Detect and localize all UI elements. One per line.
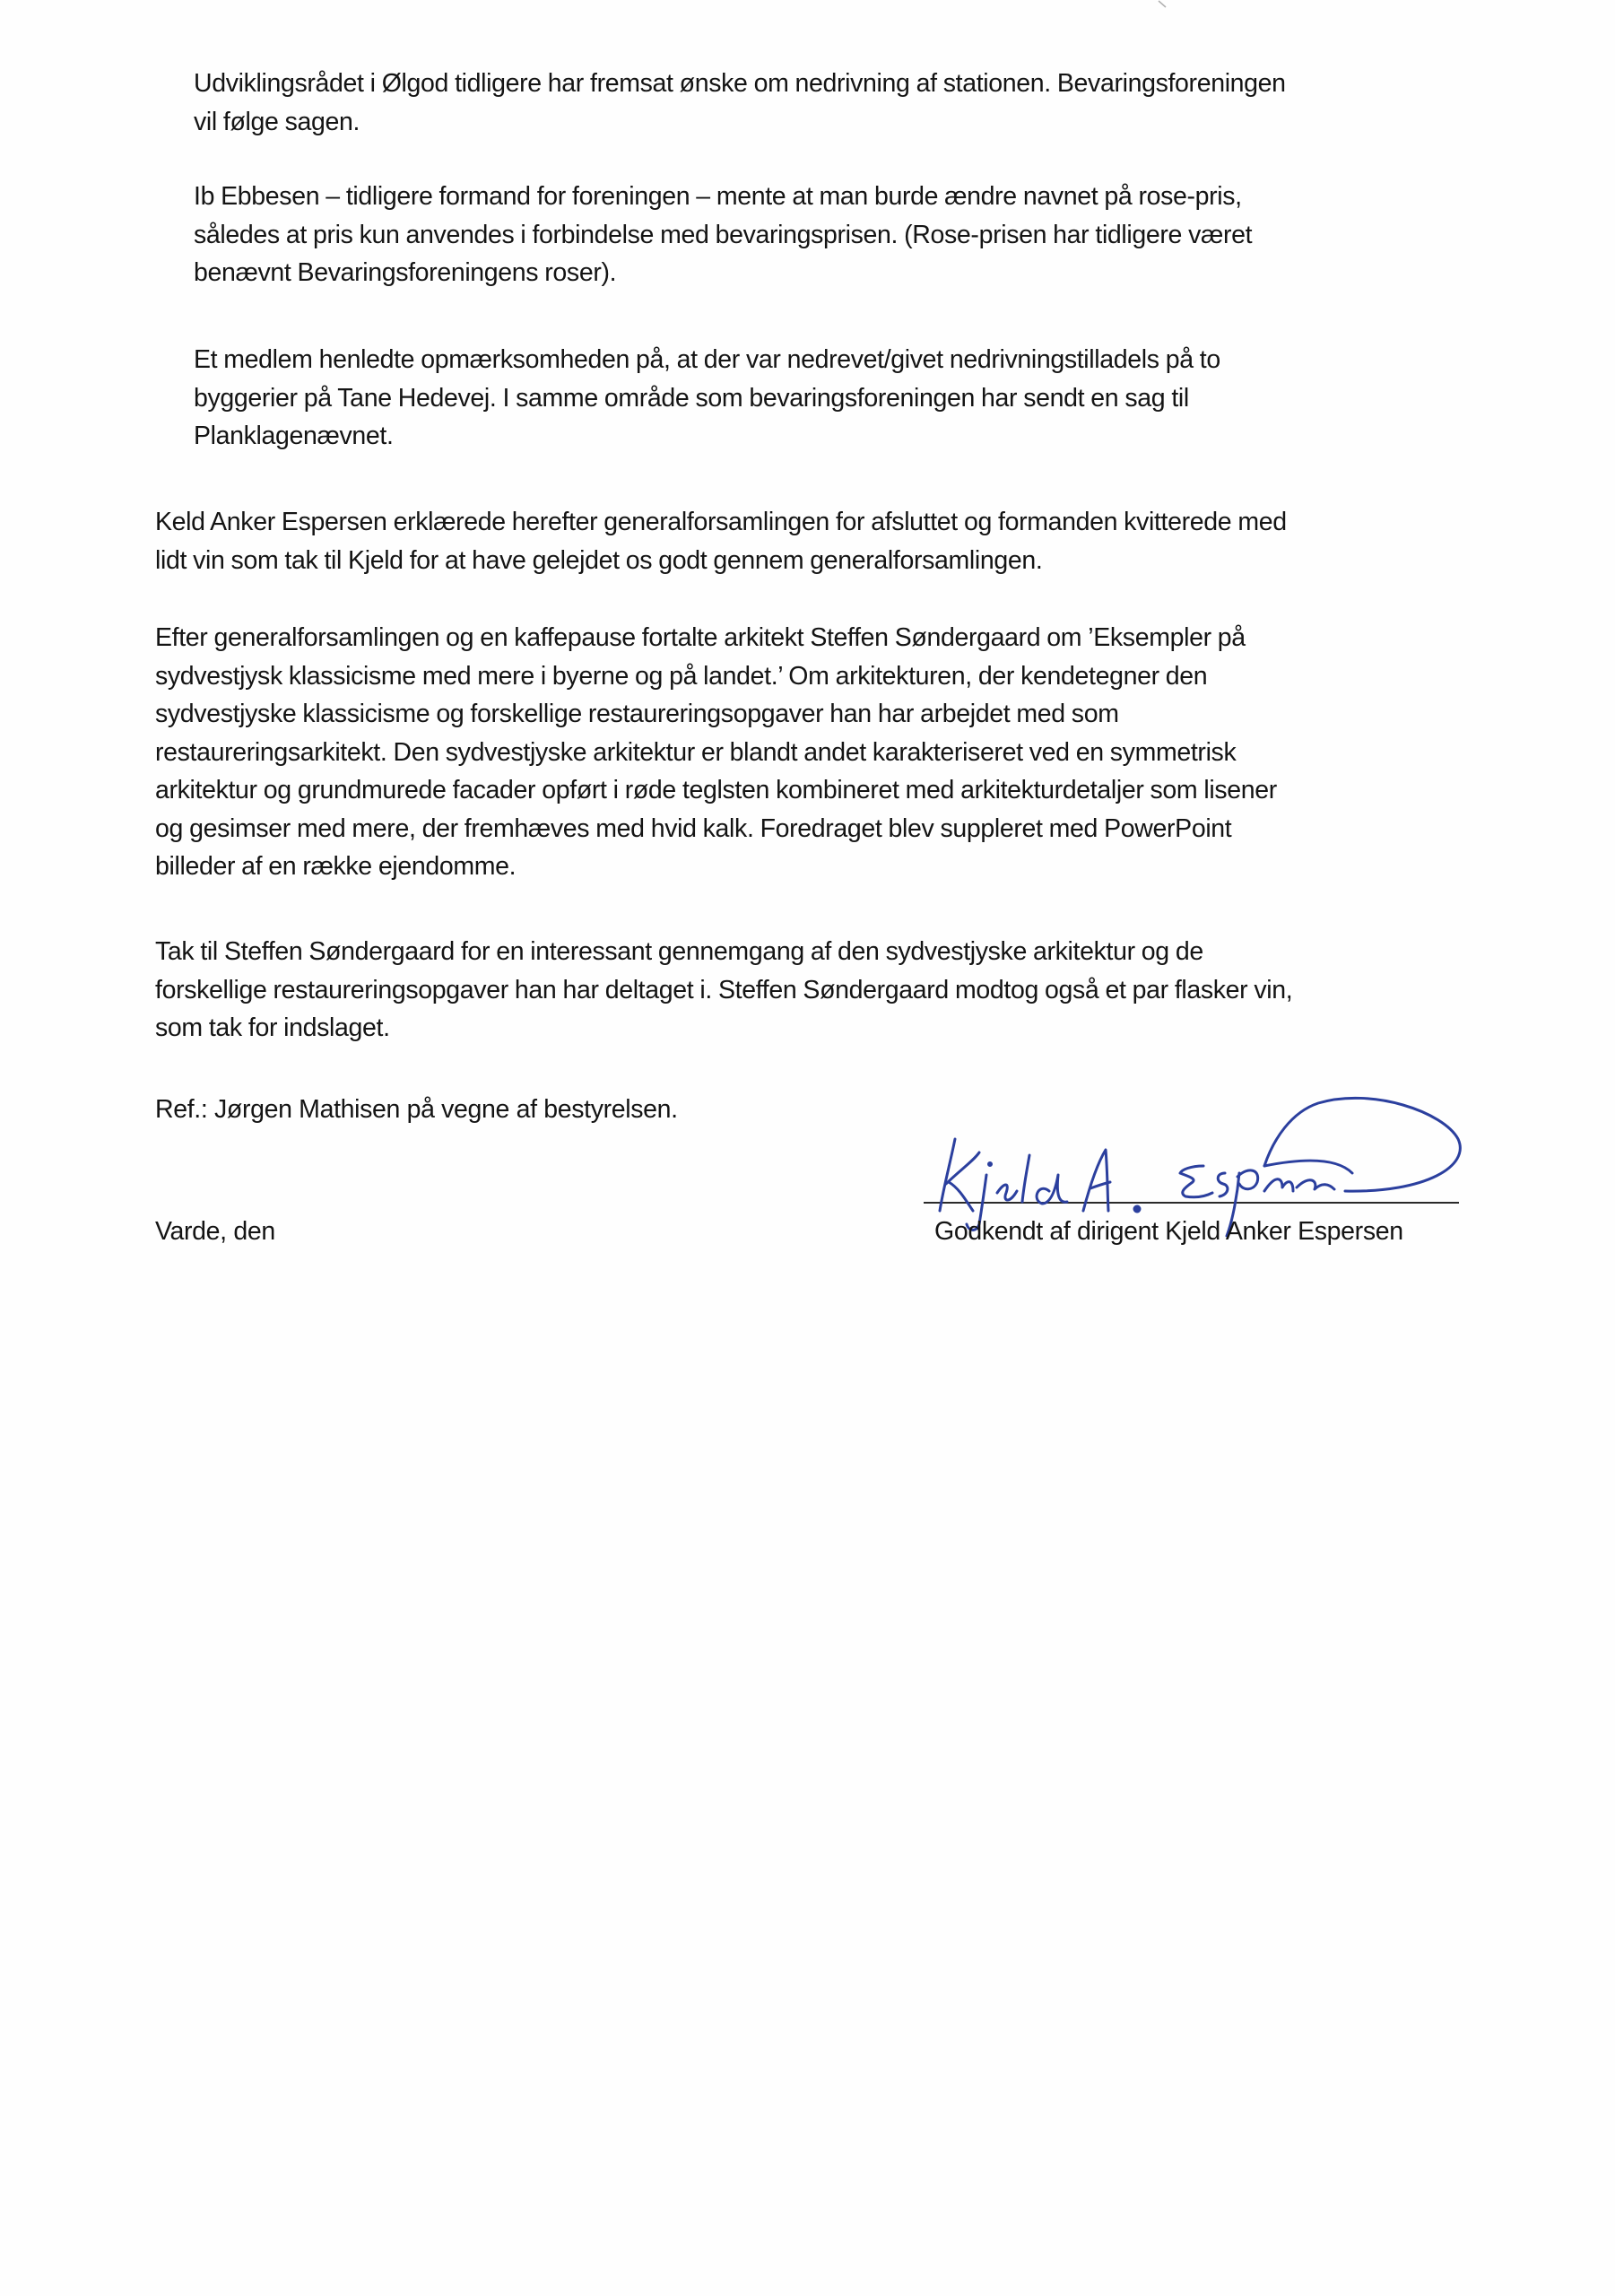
paragraph-line: sydvestjyske klassicisme og forskellige restaureringsopgaver han har arbejdet med som <box>155 700 1119 728</box>
scan-artifact-mark <box>1157 0 1169 9</box>
paragraph-line: benævnt Bevaringsforeningens roser). <box>194 258 617 287</box>
paragraph-line: Et medlem henledte opmærksomheden på, at der var nedrevet/givet nedrivningstilladels på to <box>194 345 1220 374</box>
paragraph-lecture <box>155 619 1277 886</box>
paragraph-line: lidt vin som tak til Kjeld for at have gelejdet os godt gennem generalforsamlingen. <box>155 545 1043 575</box>
paragraph-rose-prize <box>194 178 1252 292</box>
paragraph-line: vil følge sagen. <box>194 107 360 136</box>
paragraph-line: som tak for indslaget. <box>155 1013 390 1042</box>
paragraph-line: sydvestjysk klassicisme med mere i byerne og på landet.’ Om arkitekturen, der kendetegner den <box>155 661 1208 691</box>
paragraph-line: således at pris kun anvendes i forbindelse med bevaringsprisen. (Rose-prisen har tidligere været <box>194 220 1253 249</box>
paragraph-line: Planklagenævnet. <box>194 422 394 450</box>
paragraph-line: forskellige restaureringsopgaver han har deltaget i. Steffen Søndergaard modtog også et par flasker vin, <box>155 975 1293 1004</box>
paragraph-line: byggerier på Tane Hedevej. I samme område som bevaringsforeningen har sendt en sag til <box>194 383 1189 413</box>
paragraph-line: Ib Ebbesen – tidligere formand for foreningen – mente at man burde ændre navnet på rose-pris, <box>194 182 1242 211</box>
place-date: Varde, den <box>155 1217 275 1246</box>
paragraph-tane-hedevej <box>194 341 1220 456</box>
paragraph-line: og gesimser med mere, der fremhæves med hvid kalk. Foredraget blev suppleret med PowerPoint <box>155 813 1232 843</box>
paragraph-line: restaureringsarkitekt. Den sydvestjyske arkitektur er blandt andet karakteriseret ved en symmetrisk <box>155 737 1237 767</box>
paragraph-line: Efter generalforsamlingen og en kaffepause fortalte arkitekt Steffen Søndergaard om ’Eksempler på <box>155 623 1246 652</box>
paragraph-thanks <box>155 933 1292 1048</box>
paragraph-line: Keld Anker Espersen erklærede herefter generalforsamlingen for afsluttet og formanden kvitterede med <box>155 508 1287 536</box>
paragraph-line: Tak til Steffen Søndergaard for en interessant gennemgang af den sydvestjyske arkitektur og de <box>155 937 1203 966</box>
paragraph-demolition-station <box>194 65 1286 141</box>
paragraph-line: Udviklingsrådet i Ølgod tidligere har fremsat ønske om nedrivning af stationen. Bevaringsforeningen <box>194 69 1286 98</box>
paragraph-line: arkitektur og grundmurede facader opført i røde teglsten kombineret med arkitekturdetaljer som lisener <box>155 776 1277 804</box>
reference-author: Ref.: Jørgen Mathisen på vegne af bestyrelsen. <box>155 1095 678 1124</box>
approval-signatory: Godkendt af dirigent Kjeld Anker Espersen <box>934 1217 1403 1246</box>
paragraph-meeting-closed <box>155 503 1287 579</box>
paragraph-line: billeder af en række ejendomme. <box>155 852 517 881</box>
